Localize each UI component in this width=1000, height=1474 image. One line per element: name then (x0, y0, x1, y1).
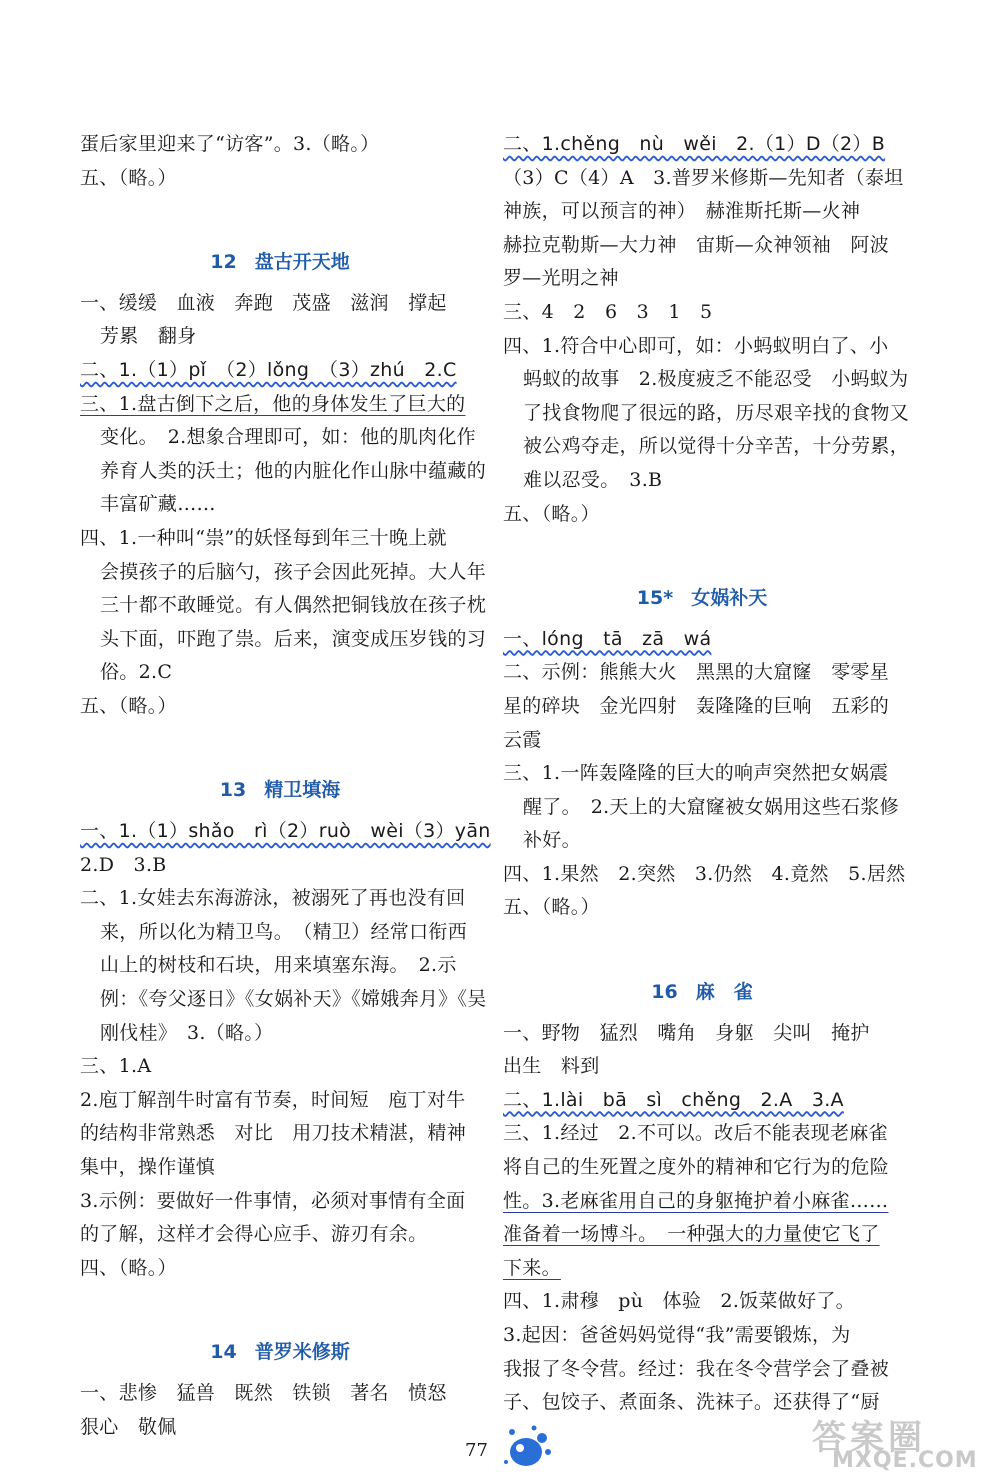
answer-line (80, 1377, 480, 1411)
answer-line (503, 229, 901, 263)
answer-text: 二、1.（1）pǐ （2）lǒng （3）zhú 2.C (80, 358, 457, 381)
answer-line (503, 162, 904, 196)
answer-line (503, 1151, 901, 1185)
answer-text: 四、1.一种叫“祟”的妖怪每到年三十晚上就 (80, 526, 447, 549)
answer-text: 俗。2.C (100, 661, 173, 684)
answer-line (80, 488, 480, 522)
answer-line (503, 262, 901, 296)
lesson-number: 14 (210, 1341, 237, 1363)
answer-text: 蛋后家里迎来了“访客”。3.（略。） (80, 133, 380, 155)
answer-text: 补好。 (523, 829, 581, 852)
answer-line (80, 949, 480, 983)
answer-line (503, 690, 901, 724)
answer-line (503, 430, 910, 464)
answer-text: 四、1.肃穆 pù 体验 2.饭菜做好了。 (503, 1290, 855, 1313)
answer-line (80, 656, 480, 690)
lesson-heading (80, 765, 480, 815)
answer-text: 一、lóng tā zā wá (503, 627, 712, 650)
answer-line (80, 690, 480, 724)
answer-text: 赫拉克勒斯—大力神 宙斯—众神领袖 阿波 (503, 233, 890, 256)
answer-line (503, 397, 910, 431)
answer-text: 来，所以化为精卫鸟。 （精卫）经常口衔西 (100, 920, 468, 943)
answer-line (503, 1285, 901, 1319)
answer-text: 难以忍受。 3.B (523, 468, 663, 491)
answer-line (80, 983, 487, 1017)
answer-text: 狠心 敬佩 (80, 1415, 177, 1438)
answer-text: 丰富矿藏…… (100, 493, 216, 516)
watermark-logo: 答案圈 (812, 1418, 926, 1458)
answer-line (80, 1218, 480, 1252)
answer-line (80, 589, 487, 623)
answer-text: 二、示例：熊熊大火 黑黑的大窟窿 零零星 (503, 661, 890, 684)
lesson-number: 13 (219, 779, 247, 802)
answer-text: 三十都不敢睡觉。有人偶然把铜钱放在孩子枕 (100, 594, 487, 617)
answer-text: 会摸孩子的后脑勺，孩子会因此死掉。大人年 (100, 560, 487, 583)
answer-text: 一、悲惨 猛兽 既然 铁锁 著名 愤怒 (80, 1382, 447, 1404)
left-column (80, 128, 491, 1444)
answer-line (503, 858, 906, 892)
answer-line (503, 724, 901, 758)
answer-line (80, 1117, 480, 1151)
answer-text: 养育人类的沃土；他的内脏化作山脉中蕴藏的 (100, 459, 487, 482)
lesson-number: 15* (636, 586, 674, 609)
answer-text: 的了解，这样才会得心应手、游刃有余。 (80, 1223, 428, 1246)
answer-line (80, 1252, 480, 1286)
answer-text: 醒了。 2.天上的大窟窿被女娲用这些石浆修 (523, 795, 899, 818)
answer-text: 四、（略。） (80, 1256, 177, 1279)
answer-text: 的结构非常熟悉 对比 用刀技术精湛，精神 (80, 1122, 467, 1145)
ink-splash-icon (498, 1418, 558, 1474)
answer-line (80, 388, 480, 422)
answer-text: 二、1.chěng nù wěi 2.（1）D（2）B (503, 133, 886, 155)
answer-text: 罗—光明之神 (503, 267, 619, 290)
lesson-number: 12 (210, 250, 237, 273)
lesson-heading (503, 573, 901, 623)
answer-line (80, 421, 480, 455)
answer-line (503, 1319, 901, 1353)
answer-text: 蚂蚁的故事 2.极度疲乏不能忍受 小蚂蚁为 (523, 368, 909, 391)
answer-text: 一、缓缓 血液 奔跑 茂盛 滋润 撑起 (80, 291, 447, 314)
answer-line (503, 824, 901, 858)
lesson-title: 盘古开天地 (254, 250, 350, 273)
answer-text: 一、1.（1）shǎo rì（2）ruò wèi（3）yān (80, 820, 491, 843)
answer-line (503, 464, 901, 498)
answer-text: 五、（略。） (80, 166, 177, 189)
answer-text: 变化。 2.想象合理即可，如：他的肌肉化作 (100, 426, 476, 449)
answer-line (503, 757, 901, 791)
answer-line (80, 128, 480, 162)
answer-text: 头下面，吓跑了祟。后来，演变成压岁钱的习 (100, 627, 487, 650)
answer-line (503, 1252, 901, 1286)
section-gap (503, 531, 901, 565)
answer-line (80, 1185, 480, 1219)
answer-line (80, 1017, 480, 1051)
right-column (503, 128, 910, 1420)
answer-text: （3）C（4）A 3.普罗米修斯—先知者（泰坦 (503, 166, 904, 189)
answer-line (503, 195, 901, 229)
answer-line (80, 522, 480, 556)
answer-text: 山上的树枝和石块，用来填塞东海。 2.示 (100, 954, 457, 977)
section-gap (503, 925, 901, 959)
answer-line (503, 891, 901, 925)
answer-line (80, 1151, 480, 1185)
answer-line (503, 791, 901, 825)
answer-text: 二、1.女娃去东海游泳，被溺死了再也没有回 (80, 887, 466, 910)
lesson-heading (503, 967, 901, 1017)
answer-line (503, 1117, 901, 1151)
answer-line (80, 849, 480, 883)
answer-line (80, 354, 480, 388)
answer-text: 星的碎块 金光四射 轰隆隆的巨响 五彩的 (503, 694, 890, 717)
answer-text: 三、1.盘古倒下之后，他的身体发生了巨大的 (80, 392, 466, 415)
answer-line (503, 1218, 901, 1252)
answer-text: 子、包饺子、煮面条、洗袜子。还获得了“厨 (503, 1391, 880, 1414)
answer-line (80, 1050, 480, 1084)
answer-text: 被公鸡夺走，所以觉得十分辛苦，十分劳累， (523, 435, 910, 458)
answer-text: 2.D 3.B (80, 853, 167, 876)
answer-line (80, 455, 487, 489)
section-gap (80, 1285, 480, 1319)
section-gap (80, 724, 480, 758)
lesson-heading (80, 237, 480, 287)
lesson-heading (80, 1327, 480, 1377)
answer-text: 集中，操作谨慎 (80, 1156, 216, 1179)
answer-text: 下来。 (503, 1256, 561, 1279)
answer-text: 出生 料到 (503, 1055, 600, 1078)
answer-line (80, 1411, 480, 1445)
answer-text: 五、（略。） (80, 694, 177, 717)
lesson-title: 女娲补天 (691, 586, 768, 609)
answer-text: 三、1.经过 2.不可以。改后不能表现老麻雀 (503, 1122, 888, 1145)
answer-text: 性。3.老麻雀用自己的身躯掩护着小麻雀…… (503, 1189, 889, 1212)
answer-text: 例：《夸父逐日》《女娲补天》《嫦娥奔月》《吴 (100, 988, 487, 1011)
answer-text: 云霞 (503, 728, 542, 751)
answer-text: 3.示例：要做好一件事情，必须对事情有全面 (80, 1189, 466, 1212)
answer-line (503, 1050, 901, 1084)
answer-text: 刚伐桂》 3.（略。） (100, 1021, 274, 1044)
answer-line (503, 623, 901, 657)
answer-text: 芳累 翻身 (100, 325, 197, 348)
answer-line (80, 916, 480, 950)
answer-line (503, 330, 901, 364)
lesson-title: 精卫填海 (264, 779, 341, 802)
answer-text: 神族，可以预言的神） 赫淮斯托斯—火神 (503, 200, 861, 223)
answer-text: 2.庖丁解剖牛时富有节奏，时间短 庖丁对牛 (80, 1088, 466, 1111)
answer-line (503, 1353, 901, 1387)
lesson-number: 16 (651, 980, 678, 1003)
answer-line (503, 656, 901, 690)
answer-line (503, 128, 901, 162)
page-number: 77 (465, 1440, 488, 1461)
answer-text: 四、1.果然 2.突然 3.仍然 4.竟然 5.居然 (503, 862, 906, 885)
answer-text: 五、（略。） (503, 502, 600, 525)
answer-line (80, 1084, 480, 1118)
answer-text: 了找食物爬了很远的路，历尽艰辛找的食物又 (523, 401, 910, 424)
answer-line (503, 1017, 901, 1051)
answer-line (80, 623, 487, 657)
answer-text: 将自己的生死置之度外的精神和它行为的危险 (503, 1156, 890, 1179)
answer-line (80, 556, 487, 590)
answer-line (80, 882, 480, 916)
answer-text: 3.起因：爸爸妈妈觉得“我”需要锻炼，为 (503, 1324, 851, 1346)
section-gap (80, 195, 480, 229)
answer-text: 准备着一场博斗。 一种强大的力量使它飞了 (503, 1223, 880, 1246)
answer-line (80, 162, 480, 196)
answer-line (503, 363, 909, 397)
answer-text: 三、1.A (80, 1055, 152, 1078)
answer-text: 三、1.一阵轰隆隆的巨大的响声突然把女娲震 (503, 762, 889, 785)
answer-text: 三、4 2 6 3 1 5 (503, 300, 713, 323)
answer-line (503, 1084, 901, 1118)
answer-line (503, 498, 901, 532)
answer-line (503, 296, 901, 330)
answer-line (80, 320, 480, 354)
answer-text: 四、1.符合中心即可，如：小蚂蚁明白了、小 (503, 334, 889, 357)
answer-line (80, 815, 491, 849)
answer-text: 五、（略。） (503, 896, 600, 919)
answer-line (503, 1185, 901, 1219)
lesson-title: 麻 雀 (695, 980, 753, 1003)
answer-text: 我报了冬令营。经过：我在冬令营学会了叠被 (503, 1357, 890, 1380)
answer-line (80, 287, 480, 321)
answer-text: 一、野物 猛烈 嘴角 身躯 尖叫 掩护 (503, 1021, 870, 1044)
watermark (772, 1410, 992, 1474)
lesson-title: 普罗米修斯 (254, 1341, 350, 1363)
answer-text: 二、1.lài bā sì chěng 2.A 3.A (503, 1088, 844, 1111)
watermark-url: MXQE.COM (832, 1448, 978, 1473)
